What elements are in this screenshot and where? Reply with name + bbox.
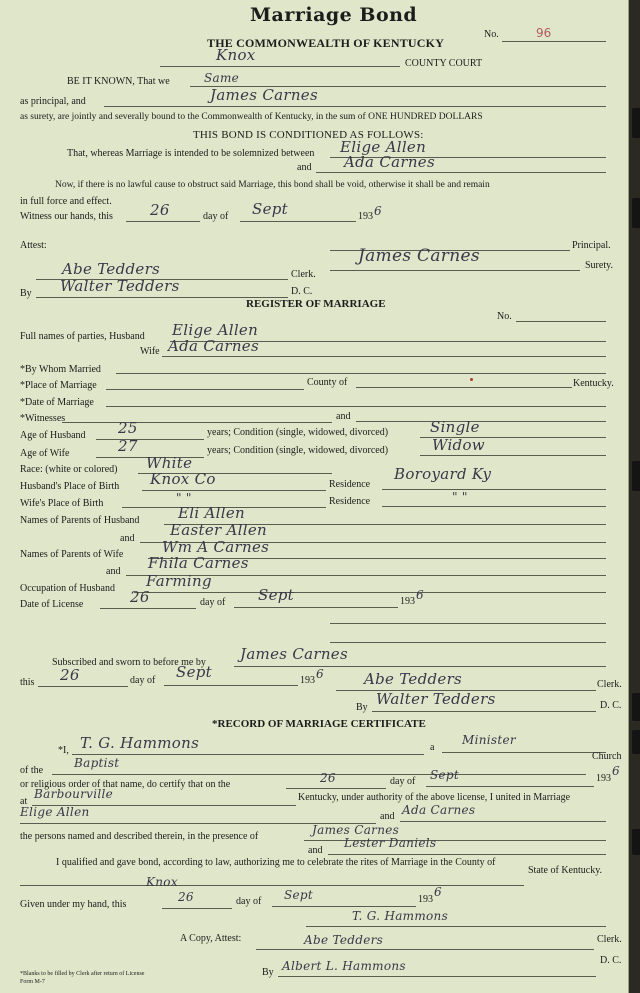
clerk-label-3: Clerk. xyxy=(597,934,622,945)
place-marriage-line xyxy=(106,389,304,390)
license-day-of: day of xyxy=(200,597,226,608)
record-heading: *RECORD OF MARRIAGE CERTIFICATE xyxy=(212,718,426,730)
condition-label-2: years; Condition (single, widowed, divorced) xyxy=(207,445,389,456)
wife-name-entry: Ada Carnes xyxy=(168,337,259,355)
cert-bride-entry: Ada Carnes xyxy=(402,803,476,817)
sworn-year-digit: 6 xyxy=(316,667,324,681)
principal-label: Principal. xyxy=(572,240,611,251)
form-title: Marriage Bond xyxy=(250,4,418,26)
wife-birth-ditto: " " xyxy=(176,491,192,505)
parents-husband-label: Names of Parents of Husband xyxy=(20,515,140,526)
sworn-year-prefix: 193 xyxy=(300,675,315,686)
binder-tab-2 xyxy=(632,198,640,228)
county-entry: Knox xyxy=(216,46,256,64)
parents-wife-label: Names of Parents of Wife xyxy=(20,549,124,560)
by-label-3: By xyxy=(262,967,274,978)
wife-residence-ditto: " " xyxy=(452,490,468,504)
attest-label: Attest: xyxy=(20,240,47,251)
church-entry: Baptist xyxy=(74,756,120,770)
condition-line-2 xyxy=(420,455,606,456)
age-wife-entry: 27 xyxy=(118,437,138,455)
sworn-deputy-entry: Walter Tedders xyxy=(376,690,496,708)
cert-county-line xyxy=(20,885,524,886)
minister-sign-line xyxy=(306,926,606,927)
bond-year-digit: 6 xyxy=(374,204,382,218)
bride-entry: Ada Carnes xyxy=(344,153,435,171)
persons-named-text: the persons named and described therein, in the presence of xyxy=(20,831,259,842)
binder-tab-5 xyxy=(632,730,640,754)
race-entry: White xyxy=(146,454,193,472)
occupation-entry: Farming xyxy=(146,572,212,590)
given-year-digit: 6 xyxy=(434,885,442,899)
witnesses-line-1 xyxy=(62,422,332,423)
given-day-line xyxy=(162,908,232,909)
by-label-2: By xyxy=(356,702,368,713)
wife-condition-entry: Widow xyxy=(432,436,485,454)
minister-name-line xyxy=(72,754,424,755)
bond-no-value: 96 xyxy=(536,26,552,40)
wife-name-line xyxy=(162,356,606,357)
binder-tab-6 xyxy=(632,829,640,855)
sworn-by-line xyxy=(234,666,606,667)
cert-place-entry: Barbourville xyxy=(34,787,114,801)
cert-year-digit: 6 xyxy=(612,764,620,778)
witnesses-and: and xyxy=(336,411,351,422)
cert-groom-entry: Elige Allen xyxy=(20,805,90,819)
kentucky-label: Kentucky. xyxy=(573,378,614,389)
witness-text: Witness our hands, this xyxy=(20,211,113,222)
cert-i-label: *I, xyxy=(58,745,69,756)
husband-residence-line xyxy=(382,489,606,490)
attest-clerk-entry: Abe Tedders xyxy=(62,260,161,278)
clerk-label-1: Clerk. xyxy=(291,269,316,280)
husband-name-entry: Elige Allen xyxy=(172,321,259,339)
blank-line-1 xyxy=(330,623,606,624)
license-year-digit: 6 xyxy=(416,588,424,602)
by-whom-line xyxy=(116,373,606,374)
whereas-text: That, whereas Marriage is intended to be solemnized between xyxy=(67,148,315,159)
sworn-day-entry: 26 xyxy=(60,666,80,684)
date-marriage-label: *Date of Marriage xyxy=(20,397,94,408)
race-label: Race: (white or colored) xyxy=(20,464,118,475)
minister-title-entry: Minister xyxy=(462,733,516,747)
sworn-day-of: day of xyxy=(130,675,156,686)
witnesses-line-2 xyxy=(356,421,606,422)
county-of-line xyxy=(356,387,572,388)
husband-residence-entry: Boroyard Ky xyxy=(394,465,492,483)
dc-label-2: D. C. xyxy=(600,700,622,711)
a-copy-attest-label: A Copy, Attest: xyxy=(180,933,242,944)
church-label: Church xyxy=(592,751,622,762)
cert-at-label: at xyxy=(20,796,28,807)
by-whom-label: *By Whom Married xyxy=(20,364,101,375)
license-day-line xyxy=(100,608,196,609)
and-text-1: and xyxy=(297,162,312,173)
copy-clerk-line xyxy=(256,949,594,950)
conditioned-heading: THIS BOND IS CONDITIONED AS FOLLOWS: xyxy=(193,129,424,141)
cert-bride-line xyxy=(400,821,606,822)
religious-order-text: or religious order of that name, do certify that on the xyxy=(20,779,231,790)
given-under-text: Given under my hand, this xyxy=(20,899,127,910)
cert-day-entry: 26 xyxy=(320,771,336,785)
parents-wife-and: and xyxy=(106,566,121,577)
witness-2-line xyxy=(328,854,606,855)
copy-deputy-entry: Albert L. Hammons xyxy=(282,959,406,973)
binder-tab-3 xyxy=(632,461,640,491)
groom-entry: Elige Allen xyxy=(340,138,427,156)
age-husband-line xyxy=(96,439,204,440)
surety-bound-text: as surety, are jointly and severally bound to the Commonwealth of Kentucky, in the sum of ONE HUNDRED DOLLARS xyxy=(20,112,483,122)
blank-line-2 xyxy=(330,642,606,643)
husband-residence-label: Residence xyxy=(329,479,371,490)
clerk-label-2: Clerk. xyxy=(597,679,622,690)
given-day-of: day of xyxy=(236,896,262,907)
dc-label-3: D. C. xyxy=(600,955,622,966)
husband-father-entry: Eli Allen xyxy=(178,504,245,522)
place-marriage-label: *Place of Marriage xyxy=(20,380,97,391)
sworn-by-entry: James Carnes xyxy=(240,645,348,663)
footnote-text: *Blanks to be filled by Clerk after return of License xyxy=(20,971,145,977)
wife-residence-line xyxy=(382,506,606,507)
county-court-label: COUNTY COURT xyxy=(405,58,483,69)
sworn-this-label: this xyxy=(20,677,35,688)
minister-title-line xyxy=(442,752,606,753)
qualified-text: I qualified and gave bond, according to law, authorizing me to celebrate the rites of Marriage in the County of xyxy=(56,857,496,868)
witness-2-entry: Lester Daniels xyxy=(344,836,437,850)
of-the-label: of the xyxy=(20,765,44,776)
cert-day-of: day of xyxy=(390,776,416,787)
age-wife-label: Age of Wife xyxy=(20,448,70,459)
wife-father-entry: Wm A Carnes xyxy=(162,538,270,556)
subscribed-text: Subscribed and sworn to before me by xyxy=(52,657,206,668)
copy-clerk-entry: Abe Tedders xyxy=(304,933,384,947)
sworn-month-line xyxy=(164,685,298,686)
be-it-known-text: BE IT KNOWN, That we xyxy=(67,76,170,87)
sworn-deputy-line xyxy=(372,711,596,712)
cert-month-entry: Sept xyxy=(430,768,460,782)
wife-birth-label: Wife's Place of Birth xyxy=(20,498,104,509)
wife-residence-label: Residence xyxy=(329,496,371,507)
bond-no-label: No. xyxy=(484,29,499,40)
register-no-line xyxy=(516,321,606,322)
given-year-prefix: 193 xyxy=(418,894,433,905)
husband-condition-entry: Single xyxy=(430,418,480,436)
county-line xyxy=(160,66,400,67)
husband-name-label: Full names of parties, Husband xyxy=(20,331,145,342)
bond-no-line xyxy=(502,41,606,42)
age-husband-label: Age of Husband xyxy=(20,430,86,441)
date-license-label: Date of License xyxy=(20,599,84,610)
commonwealth-heading: THE COMMONWEALTH OF KENTUCKY xyxy=(207,36,445,50)
form-number: Form M-7 xyxy=(20,979,45,985)
license-year-prefix: 193 xyxy=(400,596,415,607)
dc-label-1: D. C. xyxy=(291,286,313,297)
bond-month-entry: Sept xyxy=(252,200,288,218)
given-month-entry: Sept xyxy=(284,888,314,902)
husband-mother-entry: Easter Allen xyxy=(170,521,267,539)
wife-mother-entry: Fhila Carnes xyxy=(148,554,249,572)
husband-birth-label: Husband's Place of Birth xyxy=(20,481,120,492)
cert-county-entry: Knox xyxy=(146,875,178,889)
condition-label-1: years; Condition (single, widowed, divorced) xyxy=(207,427,389,438)
county-of-label: County of xyxy=(307,377,348,388)
surety-label: Surety. xyxy=(585,260,613,271)
kentucky-authority-text: Kentucky, under authority of the above license, I united in Marriage xyxy=(298,792,571,803)
given-month-line xyxy=(272,906,416,907)
witness-and-label: and xyxy=(308,845,323,856)
full-force-text: in full force and effect. xyxy=(20,196,112,207)
license-month-entry: Sept xyxy=(258,586,294,604)
binder-tab-1 xyxy=(632,108,640,138)
minister-name-entry: T. G. Hammons xyxy=(80,734,200,752)
register-heading: REGISTER OF MARRIAGE xyxy=(246,298,386,310)
principal-entry: Same xyxy=(204,71,240,85)
surety-name-entry: James Carnes xyxy=(210,86,318,104)
as-principal-text: as principal, and xyxy=(20,96,86,107)
bond-year-prefix: 193 xyxy=(358,211,373,222)
bond-day-of: day of xyxy=(203,211,229,222)
copy-deputy-line xyxy=(278,976,596,977)
bride-line xyxy=(316,172,606,173)
parents-husband-and: and xyxy=(120,533,135,544)
given-day-entry: 26 xyxy=(178,890,194,904)
register-no-label: No. xyxy=(497,311,512,322)
now-if-text: Now, if there is no lawful cause to obstruct said Marriage, this bond shall be void, otherwise it shall be and remain xyxy=(55,180,490,190)
age-husband-entry: 25 xyxy=(118,419,138,437)
red-ink-mark xyxy=(470,378,473,381)
minister-signature: T. G. Hammons xyxy=(352,909,449,923)
cert-and-label: and xyxy=(380,811,395,822)
date-marriage-line xyxy=(106,406,606,407)
bond-day-line xyxy=(126,221,200,222)
husband-birth-line xyxy=(142,490,326,491)
sworn-clerk-entry: Abe Tedders xyxy=(364,670,463,688)
sworn-day-line xyxy=(38,686,128,687)
bond-day-entry: 26 xyxy=(150,201,170,219)
cert-year-prefix: 193 xyxy=(596,773,611,784)
cert-a-label: a xyxy=(430,742,435,753)
binder-tab-4 xyxy=(632,693,640,721)
surety-name-line xyxy=(104,106,606,107)
license-month-line xyxy=(234,607,398,608)
surety-signature: James Carnes xyxy=(358,246,480,266)
wife-name-label: Wife xyxy=(140,346,160,357)
witnesses-label: *Witnesses xyxy=(20,413,66,424)
deputy-entry-1: Walter Tedders xyxy=(60,277,180,295)
license-day-entry: 26 xyxy=(130,588,150,606)
cert-month-line xyxy=(426,786,594,787)
husband-birth-entry: Knox Co xyxy=(150,470,216,488)
sworn-month-entry: Sept xyxy=(176,663,212,681)
witness-1-entry: James Carnes xyxy=(312,823,400,837)
occupation-line xyxy=(134,592,606,593)
bond-month-line xyxy=(240,221,356,222)
by-label-1: By xyxy=(20,288,32,299)
state-kentucky-label: State of Kentucky. xyxy=(528,865,603,876)
church-line xyxy=(52,774,586,775)
surety-sign-line xyxy=(330,270,580,271)
cert-day-line xyxy=(286,788,386,789)
occupation-label: Occupation of Husband xyxy=(20,583,115,594)
